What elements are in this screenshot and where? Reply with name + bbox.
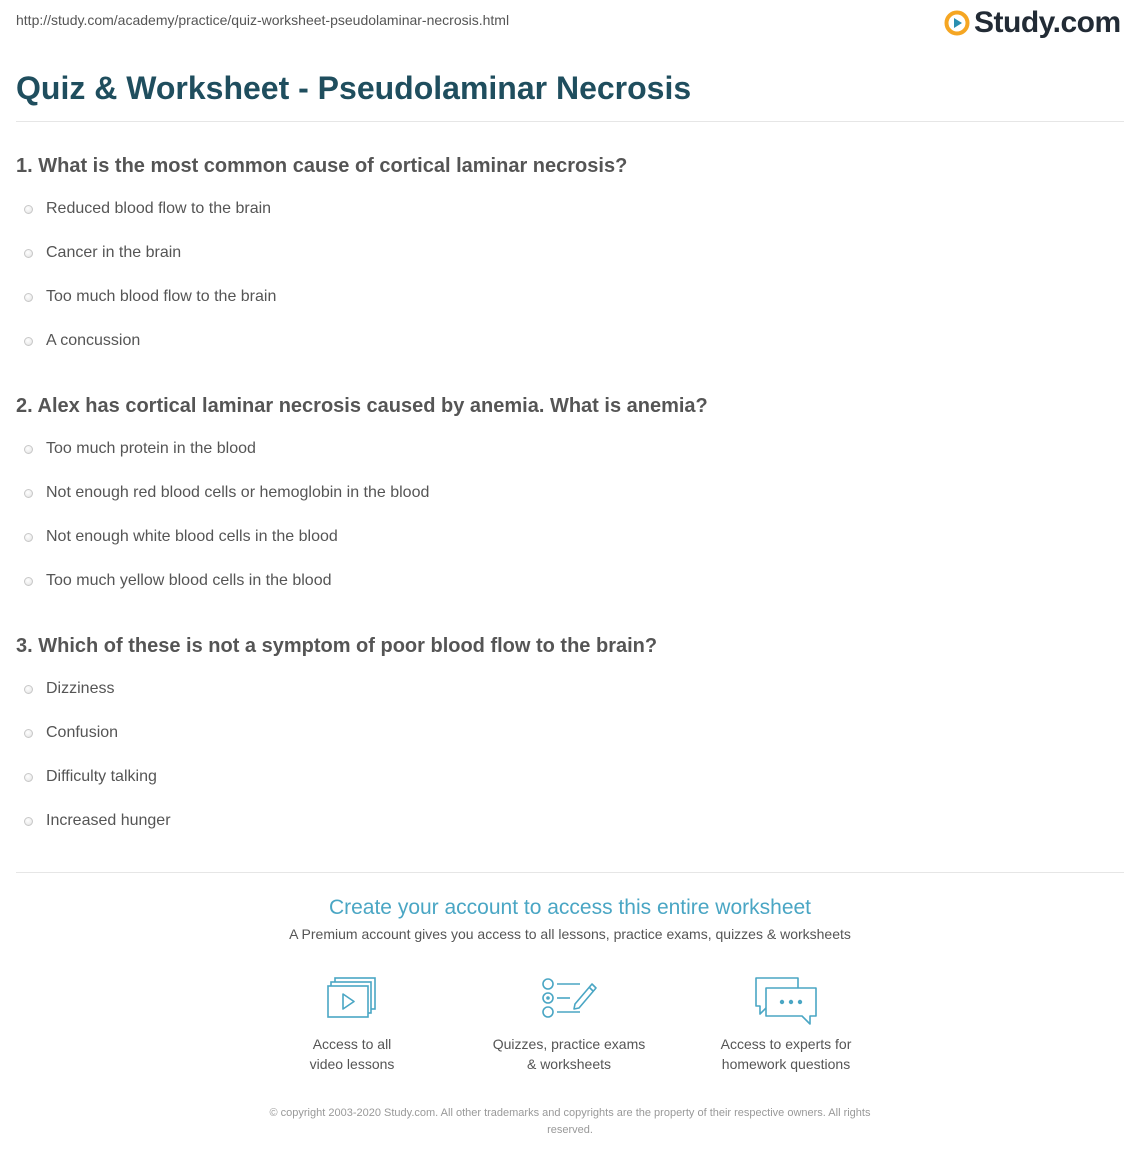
feature-quizzes (469, 976, 669, 1074)
answer-option[interactable] (24, 768, 157, 786)
study-logo[interactable] (944, 6, 1121, 40)
feature-label-line: & worksheets (526, 1056, 612, 1072)
page-url: http://study.com/academy/practice/quiz-worksheet-pseudolaminar-necrosis.html (16, 12, 510, 28)
answer-label: Not enough white blood cells in the blood (46, 528, 338, 545)
feature-label-line: Access to experts for (720, 1036, 852, 1052)
feature-label-line: homework questions (721, 1056, 851, 1072)
title-divider (16, 121, 1124, 122)
answer-option[interactable] (24, 244, 181, 262)
feature-label-line: video lessons (309, 1056, 395, 1072)
radio-button[interactable] (24, 293, 33, 302)
radio-button[interactable] (24, 249, 33, 258)
create-account-link[interactable]: Create your account to access this entire worksheet (328, 896, 812, 919)
answer-option[interactable] (24, 440, 256, 458)
answer-option[interactable] (24, 200, 271, 218)
cta-divider (16, 872, 1124, 873)
answer-label: Reduced blood flow to the brain (46, 200, 272, 217)
quiz-checklist-icon (540, 976, 598, 1020)
answer-label: Too much yellow blood cells in the blood (46, 572, 332, 589)
radio-button[interactable] (24, 337, 33, 346)
question-2: 2. Alex has cortical laminar necrosis caused by anemia. What is anemia? (16, 395, 708, 417)
answer-option[interactable] (24, 288, 276, 306)
question-1: 1. What is the most common cause of cortical laminar necrosis? (16, 155, 628, 177)
answer-label: Not enough red blood cells or hemoglobin in the blood (46, 484, 430, 501)
study-play-logo-icon (944, 10, 970, 36)
radio-button[interactable] (24, 577, 33, 586)
answer-option[interactable] (24, 484, 429, 502)
answer-option[interactable] (24, 724, 118, 742)
answer-label: Too much blood flow to the brain (46, 288, 277, 305)
cta-subtitle: A Premium account gives you access to all lessons, practice exams, quizzes & worksheets (289, 926, 851, 942)
radio-button[interactable] (24, 817, 33, 826)
page-title: Quiz & Worksheet - Pseudolaminar Necrosis (16, 70, 692, 106)
answer-label: Difficulty talking (46, 768, 157, 785)
copyright-line: reserved. (547, 1124, 593, 1136)
radio-button[interactable] (24, 729, 33, 738)
radio-button[interactable] (24, 533, 33, 542)
copyright-line: © copyright 2003-2020 Study.com. All other trademarks and copyrights are the property of their respective owners. All rights (269, 1107, 871, 1119)
answer-label: Confusion (46, 724, 119, 741)
radio-button[interactable] (24, 685, 33, 694)
radio-button[interactable] (24, 489, 33, 498)
feature-experts (686, 976, 886, 1074)
radio-button[interactable] (24, 205, 33, 214)
video-lessons-icon (326, 976, 378, 1020)
answer-option[interactable] (24, 572, 332, 590)
answer-label: Increased hunger (46, 812, 171, 829)
answer-label: Cancer in the brain (46, 244, 182, 261)
chat-bubbles-icon (754, 976, 818, 1028)
answer-label: Dizziness (46, 680, 115, 697)
answer-option[interactable] (24, 332, 140, 350)
answer-label: Too much protein in the blood (46, 440, 256, 457)
feature-video-lessons (252, 976, 452, 1074)
radio-button[interactable] (24, 445, 33, 454)
question-3: 3. Which of these is not a symptom of poor blood flow to the brain? (16, 635, 658, 657)
answer-option[interactable] (24, 528, 338, 546)
feature-label-line: Quizzes, practice exams (492, 1036, 646, 1052)
radio-button[interactable] (24, 773, 33, 782)
logo-wordmark: Study.com (974, 6, 1121, 39)
answer-option[interactable] (24, 680, 114, 698)
answer-option[interactable] (24, 812, 171, 830)
copyright-notice (210, 1105, 930, 1139)
answer-label: A concussion (46, 332, 141, 349)
feature-label-line: Access to all (312, 1036, 392, 1052)
